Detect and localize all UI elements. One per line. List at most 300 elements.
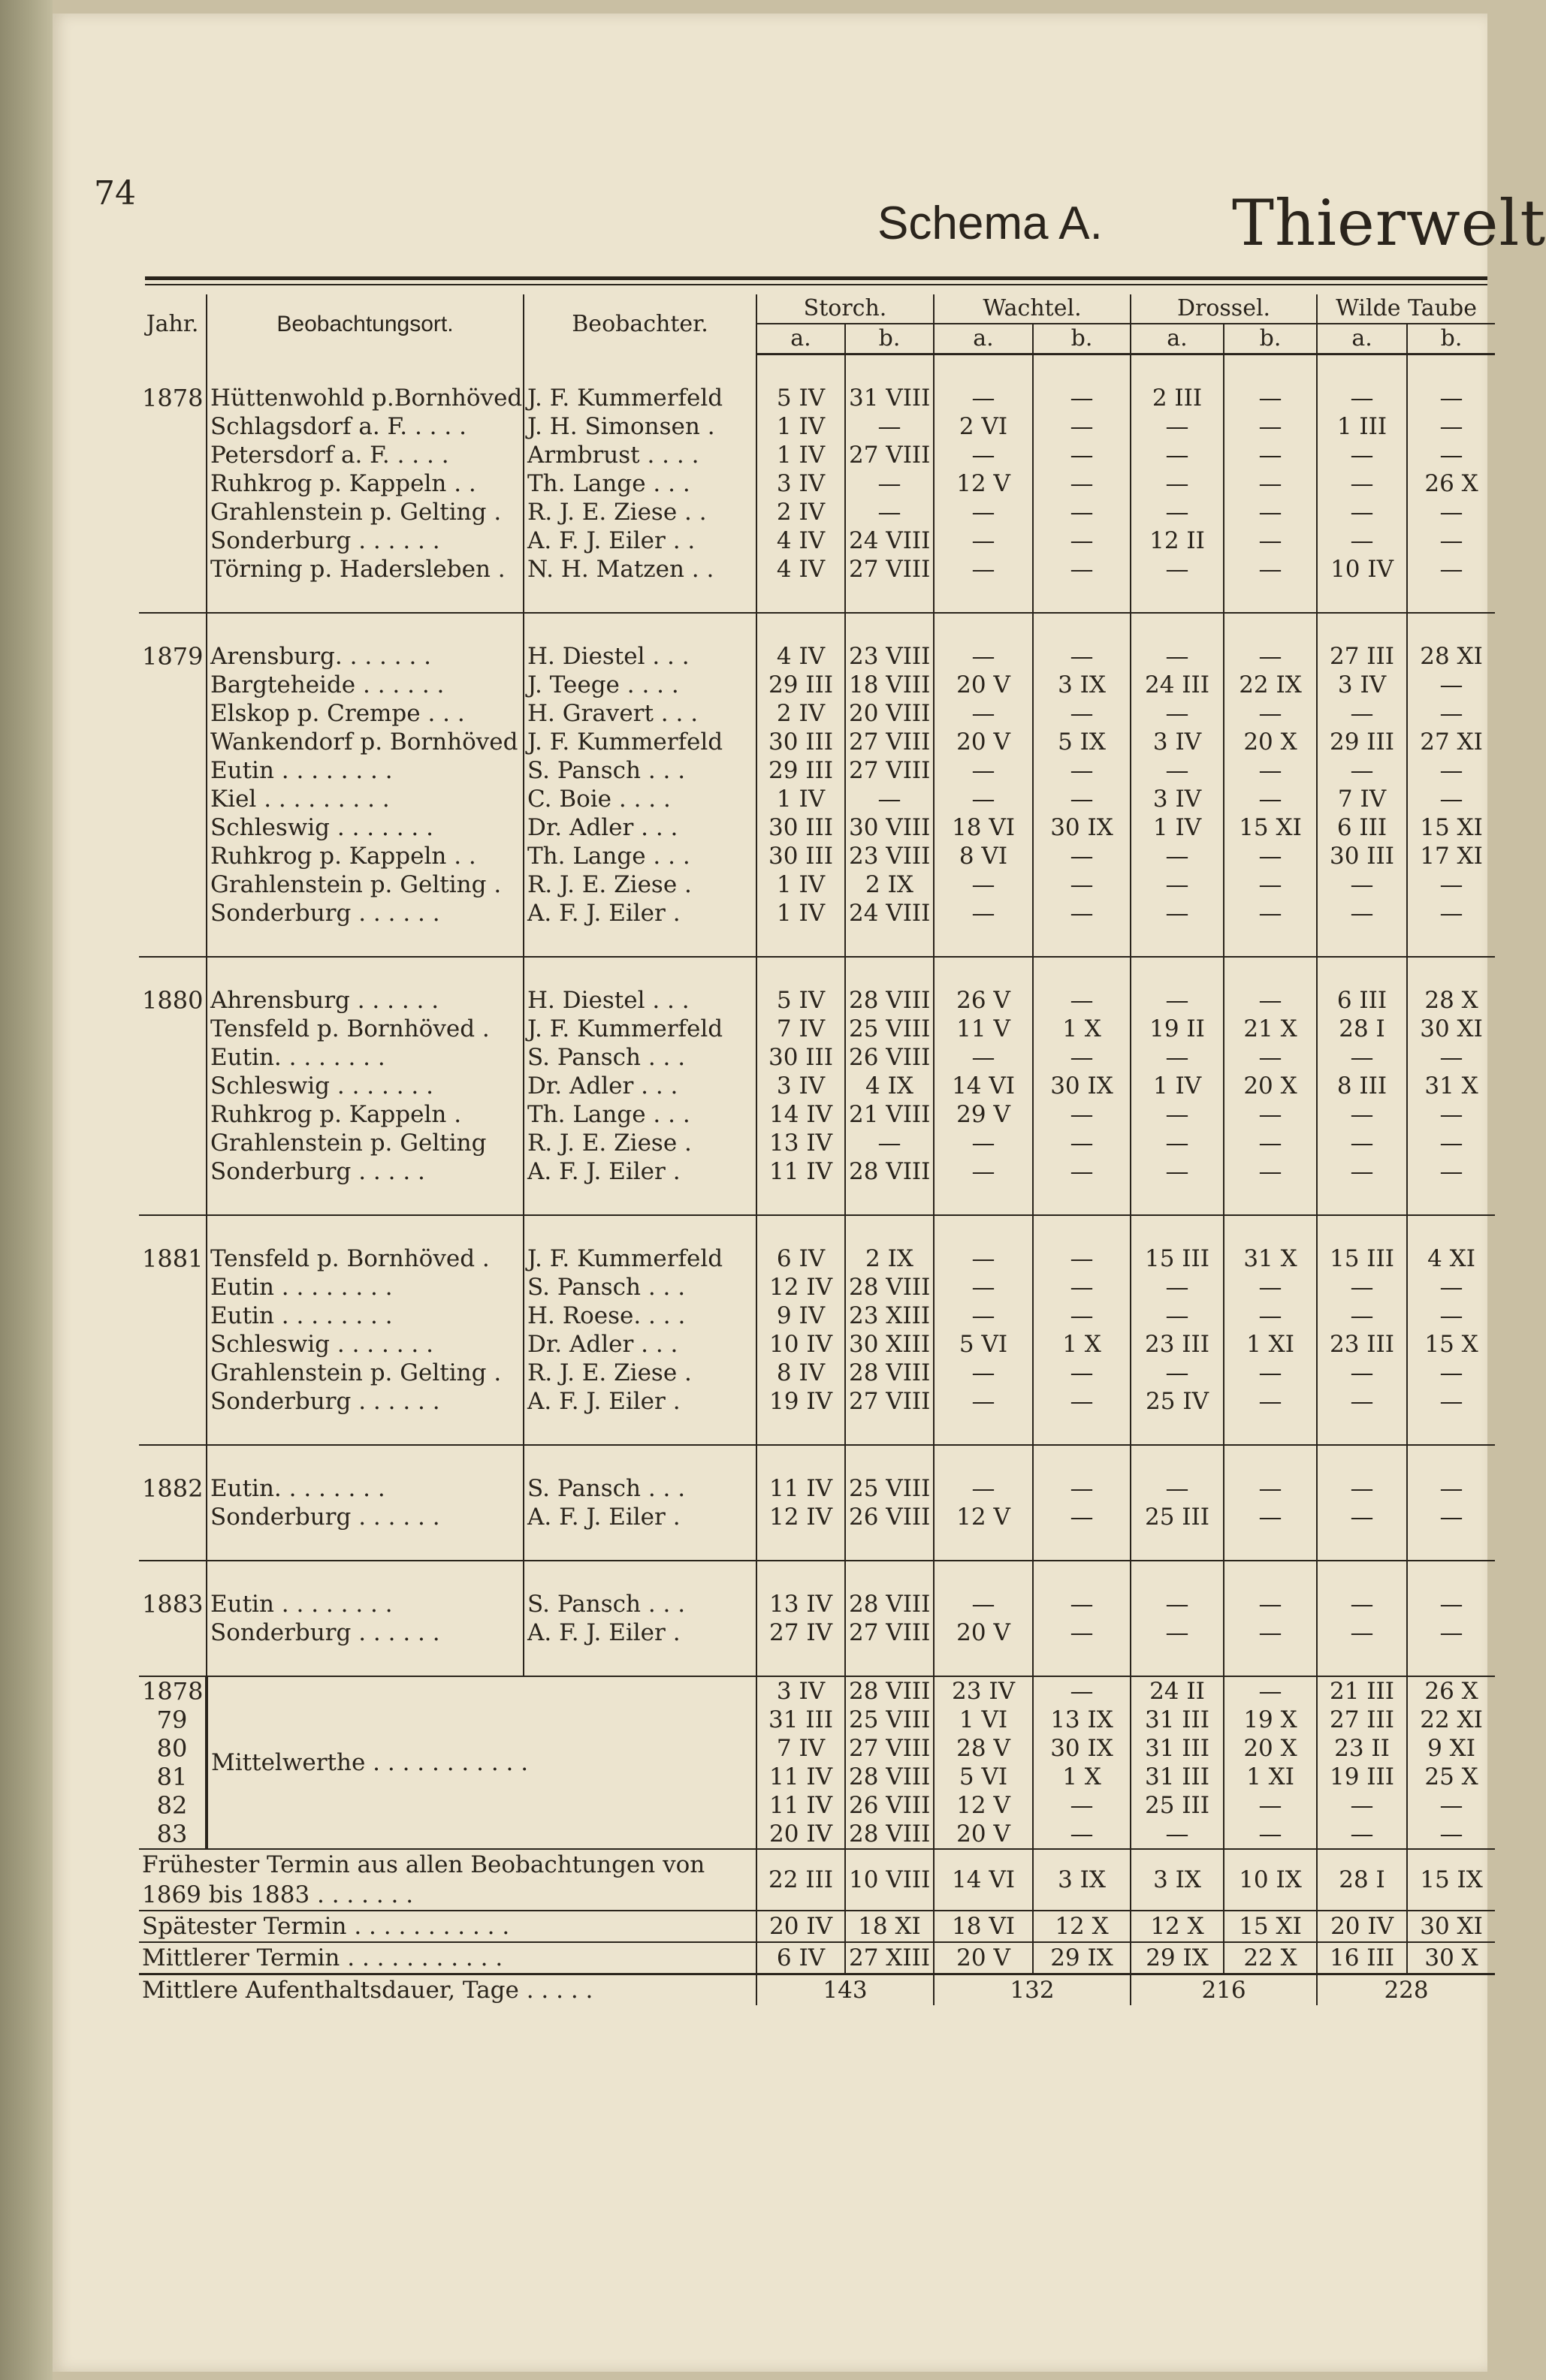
separator-cell — [1317, 1416, 1407, 1445]
table-row — [139, 1157, 1495, 1186]
value-cell: — — [1033, 1129, 1131, 1157]
value-cell: 25 IV — [1131, 1387, 1224, 1416]
mittel-value-cell: 25 VIII — [845, 1706, 934, 1734]
value-cell: — — [1407, 1273, 1495, 1302]
year-cell — [139, 412, 207, 441]
summary-value-cell: 18 VI — [934, 1911, 1033, 1942]
value-cell: — — [1033, 1043, 1131, 1072]
observer-cell: R. J. E. Ziese . — [524, 870, 756, 899]
year-cell — [139, 699, 207, 728]
value-cell: — — [1317, 699, 1407, 728]
mittel-value-cell: — — [1317, 1820, 1407, 1849]
value-cell: — — [1033, 1359, 1131, 1387]
separator-cell — [1407, 584, 1495, 613]
aufenthalt-wilde-taube: 228 — [1317, 1974, 1495, 2006]
value-cell: — — [1033, 870, 1131, 899]
table-row — [139, 1072, 1495, 1100]
mittel-value-cell: 28 VIII — [845, 1820, 934, 1849]
sub-a: a. — [934, 324, 1033, 354]
mittel-value-cell: 7 IV — [756, 1734, 845, 1763]
value-cell: 8 VI — [934, 842, 1033, 870]
spacer-cell — [845, 1561, 934, 1590]
value-cell: 15 X — [1407, 1330, 1495, 1359]
separator-cell — [1407, 928, 1495, 957]
observer-cell: A. F. J. Eiler . — [524, 1618, 756, 1647]
value-cell: 18 VIII — [845, 671, 934, 699]
group-spacer — [139, 957, 1495, 986]
value-cell: 12 II — [1131, 526, 1224, 555]
observer-cell: Th. Lange . . . — [524, 469, 756, 498]
value-cell: — — [1224, 1129, 1317, 1157]
separator-cell — [139, 1186, 207, 1215]
separator-cell — [756, 1416, 845, 1445]
table-row — [139, 642, 1495, 671]
value-cell: 24 III — [1131, 671, 1224, 699]
observer-cell: H. Diestel . . . — [524, 986, 756, 1015]
mittel-value-cell: 24 II — [1131, 1676, 1224, 1706]
summary-label: Frühester Termin aus allen Beobachtungen von 1869 bis 1883 . . . . . . . — [139, 1849, 756, 1911]
spacer-cell — [934, 1215, 1033, 1244]
separator-cell — [845, 928, 934, 957]
value-cell: — — [1317, 1157, 1407, 1186]
mittel-value-cell: — — [1407, 1791, 1495, 1820]
group-separator — [139, 1647, 1495, 1676]
spacer-cell — [1317, 613, 1407, 642]
separator-cell — [934, 584, 1033, 613]
location-cell: Eutin . . . . . . . . — [207, 1273, 524, 1302]
mittel-value-cell: 19 III — [1317, 1763, 1407, 1791]
table-row — [139, 870, 1495, 899]
spacer-cell — [756, 354, 845, 385]
table-row — [139, 671, 1495, 699]
value-cell: — — [1033, 1590, 1131, 1618]
spacer-cell — [1033, 354, 1131, 385]
observer-cell: J. F. Kummerfeld — [524, 384, 756, 412]
spacer-cell — [1407, 1215, 1495, 1244]
mittel-value-cell: 11 IV — [756, 1763, 845, 1791]
summary-value-cell: 3 IX — [1033, 1849, 1131, 1911]
group-spacer — [139, 1561, 1495, 1590]
value-cell: 26 VIII — [845, 1043, 934, 1072]
mittel-value-cell: 19 X — [1224, 1706, 1317, 1734]
sub-b: b. — [1224, 324, 1317, 354]
table-row — [139, 384, 1495, 412]
value-cell: — — [1407, 870, 1495, 899]
value-cell: — — [1224, 870, 1317, 899]
separator-cell — [845, 1647, 934, 1676]
separator-cell — [1224, 1416, 1317, 1445]
separator-cell — [845, 1531, 934, 1561]
spacer-cell — [139, 957, 207, 986]
sub-a: a. — [756, 324, 845, 354]
observer-cell: A. F. J. Eiler . — [524, 1157, 756, 1186]
value-cell: — — [1033, 1302, 1131, 1330]
separator-cell — [1317, 1647, 1407, 1676]
observer-cell: R. J. E. Ziese . — [524, 1359, 756, 1387]
value-cell: — — [1407, 1590, 1495, 1618]
spacer-cell — [1407, 1561, 1495, 1590]
value-cell: 28 I — [1317, 1015, 1407, 1043]
mittel-value-cell: 28 VIII — [845, 1676, 934, 1706]
separator-cell — [524, 928, 756, 957]
observer-cell: Armbrust . . . . — [524, 441, 756, 469]
value-cell: 10 IV — [756, 1330, 845, 1359]
separator-cell — [845, 1186, 934, 1215]
mittel-year-cell: 79 — [156, 1706, 188, 1734]
spacer-cell — [524, 1445, 756, 1474]
spacer-cell — [207, 354, 524, 385]
separator-cell — [1033, 1416, 1131, 1445]
value-cell: 17 XI — [1407, 842, 1495, 870]
value-cell: 28 X — [1407, 986, 1495, 1015]
value-cell: — — [1317, 1503, 1407, 1531]
value-cell: — — [1224, 756, 1317, 785]
value-cell: 12 V — [934, 1503, 1033, 1531]
value-cell: 25 VIII — [845, 1474, 934, 1503]
value-cell: — — [1317, 384, 1407, 412]
spacer-cell — [1224, 957, 1317, 986]
value-cell: 30 III — [756, 813, 845, 842]
spacer-cell — [1407, 613, 1495, 642]
value-cell: — — [934, 1244, 1033, 1273]
separator-cell — [1131, 1531, 1224, 1561]
mittel-value-cell: 31 III — [1131, 1706, 1224, 1734]
location-cell: Petersdorf a. F. . . . . — [207, 441, 524, 469]
group-spacer — [139, 613, 1495, 642]
header-row — [139, 294, 1495, 324]
value-cell: 1 X — [1033, 1330, 1131, 1359]
summary-value-cell: 3 IX — [1131, 1849, 1224, 1911]
value-cell: — — [1224, 785, 1317, 813]
value-cell: — — [1033, 526, 1131, 555]
mittel-value-cell: — — [1224, 1676, 1317, 1706]
sub-b: b. — [1407, 324, 1495, 354]
separator-cell — [1033, 584, 1131, 613]
value-cell: 30 VIII — [845, 813, 934, 842]
book-spine — [0, 0, 53, 2380]
year-cell — [139, 1273, 207, 1302]
mittel-value-cell: 26 VIII — [845, 1791, 934, 1820]
separator-cell — [1033, 1531, 1131, 1561]
value-cell: — — [1224, 1474, 1317, 1503]
value-cell: — — [1317, 1273, 1407, 1302]
spacer-cell — [1317, 354, 1407, 385]
summary-row — [139, 1942, 1495, 1974]
value-cell: 30 III — [1317, 842, 1407, 870]
value-cell: — — [1131, 1302, 1224, 1330]
value-cell: — — [1224, 699, 1317, 728]
year-cell — [139, 555, 207, 584]
spacer-cell — [1131, 354, 1224, 385]
value-cell: 20 X — [1224, 728, 1317, 756]
location-cell: Eutin . . . . . . . . — [207, 1590, 524, 1618]
table-row — [139, 1474, 1495, 1503]
value-cell: — — [1131, 498, 1224, 526]
summary-value-cell: 16 III — [1317, 1942, 1407, 1974]
value-cell: 2 IV — [756, 498, 845, 526]
value-cell: — — [1131, 1590, 1224, 1618]
spacer-cell — [1033, 613, 1131, 642]
summary-value-cell: 10 IX — [1224, 1849, 1317, 1911]
separator-cell — [1407, 1531, 1495, 1561]
table-row — [139, 498, 1495, 526]
value-cell: — — [1407, 699, 1495, 728]
value-cell: 2 III — [1131, 384, 1224, 412]
value-cell: — — [1407, 498, 1495, 526]
col-ort: Beobachtungsort. — [207, 294, 524, 354]
location-cell: Eutin. . . . . . . . — [207, 1474, 524, 1503]
spacer-cell — [1317, 1215, 1407, 1244]
value-cell: — — [1224, 1100, 1317, 1129]
summary-value-cell: 14 VI — [934, 1849, 1033, 1911]
spacer-cell — [1033, 1445, 1131, 1474]
separator-cell — [1224, 1531, 1317, 1561]
spacer-cell — [207, 1215, 524, 1244]
summary-value-cell: 30 X — [1407, 1942, 1495, 1974]
value-cell: 23 III — [1131, 1330, 1224, 1359]
value-cell: — — [1224, 441, 1317, 469]
mittel-value-cell: 20 X — [1224, 1734, 1317, 1763]
year-cell: 1882 — [142, 1474, 204, 1503]
summary-value-cell: 18 XI — [845, 1911, 934, 1942]
value-cell: 23 XIII — [845, 1302, 934, 1330]
mittel-value-cell: 30 IX — [1033, 1734, 1131, 1763]
table-row — [139, 1359, 1495, 1387]
mittel-value-cell: 23 II — [1317, 1734, 1407, 1763]
separator-cell — [1407, 1416, 1495, 1445]
value-cell: 5 VI — [934, 1330, 1033, 1359]
value-cell: — — [934, 555, 1033, 584]
value-cell: 28 VIII — [845, 1273, 934, 1302]
observer-cell: A. F. J. Eiler . — [524, 1387, 756, 1416]
value-cell: 22 IX — [1224, 671, 1317, 699]
separator-cell — [1131, 1647, 1224, 1676]
value-cell: — — [1224, 986, 1317, 1015]
observer-cell: N. H. Matzen . . — [524, 555, 756, 584]
value-cell: 5 IV — [756, 986, 845, 1015]
value-cell: — — [1033, 842, 1131, 870]
summary-value-cell: 15 IX — [1407, 1849, 1495, 1911]
value-cell: 27 IV — [756, 1618, 845, 1647]
value-cell: 10 IV — [1317, 555, 1407, 584]
year-cell — [139, 526, 207, 555]
value-cell: 7 IV — [756, 1015, 845, 1043]
value-cell: — — [1224, 469, 1317, 498]
value-cell: — — [1317, 1100, 1407, 1129]
value-cell: — — [1131, 642, 1224, 671]
location-cell: Hüttenwohld p.Bornhöved — [207, 384, 524, 412]
location-cell: Ruhkrog p. Kappeln . — [207, 1100, 524, 1129]
aufenthalt-wachtel: 132 — [934, 1974, 1131, 2006]
value-cell: 26 VIII — [845, 1503, 934, 1531]
spacer-cell — [524, 1561, 756, 1590]
sub-b: b. — [1033, 324, 1131, 354]
value-cell: 12 IV — [756, 1273, 845, 1302]
observer-cell: C. Boie . . . . — [524, 785, 756, 813]
mittel-value-cell: 25 III — [1131, 1791, 1224, 1820]
group-spacer — [139, 1445, 1495, 1474]
location-cell: Kiel . . . . . . . . . — [207, 785, 524, 813]
value-cell: 13 IV — [756, 1129, 845, 1157]
value-cell: — — [1224, 1043, 1317, 1072]
spacer-cell — [1224, 1445, 1317, 1474]
location-cell: Ahrensburg . . . . . . — [207, 986, 524, 1015]
summary-row — [139, 1911, 1495, 1942]
value-cell: — — [1224, 498, 1317, 526]
value-cell: — — [1317, 441, 1407, 469]
separator-cell — [1033, 1186, 1131, 1215]
spacer-cell — [934, 1445, 1033, 1474]
value-cell: 28 VIII — [845, 1157, 934, 1186]
table-row — [139, 1302, 1495, 1330]
observer-cell: S. Pansch . . . — [524, 756, 756, 785]
observer-cell: R. J. E. Ziese . . — [524, 498, 756, 526]
value-cell: 27 XI — [1407, 728, 1495, 756]
separator-cell — [1317, 928, 1407, 957]
spacer-cell — [1317, 957, 1407, 986]
observer-cell: S. Pansch . . . — [524, 1590, 756, 1618]
value-cell: — — [1224, 1302, 1317, 1330]
spacer-cell — [934, 613, 1033, 642]
location-cell: Grahlenstein p. Gelting . — [207, 1359, 524, 1387]
value-cell: 24 VIII — [845, 526, 934, 555]
value-cell: — — [1317, 469, 1407, 498]
value-cell: — — [1033, 384, 1131, 412]
col-jahr: Jahr. — [146, 310, 199, 337]
separator-cell — [756, 928, 845, 957]
observer-cell: A. F. J. Eiler . — [524, 1503, 756, 1531]
value-cell: 2 IV — [756, 699, 845, 728]
table-row — [139, 813, 1495, 842]
year-cell — [139, 1359, 207, 1387]
separator-cell — [524, 1531, 756, 1561]
summary-row — [139, 1849, 1495, 1911]
value-cell: 19 IV — [756, 1387, 845, 1416]
spacer-cell — [1407, 1445, 1495, 1474]
mittel-value-cell: 27 III — [1317, 1706, 1407, 1734]
year-cell — [139, 1618, 207, 1647]
value-cell: — — [1407, 1157, 1495, 1186]
spacer-cell — [934, 1561, 1033, 1590]
mittel-year-cell: 83 — [156, 1820, 188, 1848]
sub-b: b. — [845, 324, 934, 354]
mittel-value-cell: 23 IV — [934, 1676, 1033, 1706]
mittel-value-cell: 25 X — [1407, 1763, 1495, 1791]
value-cell: 1 IV — [1131, 813, 1224, 842]
value-cell: 25 VIII — [845, 1015, 934, 1043]
location-cell: Sonderburg . . . . . — [207, 1157, 524, 1186]
value-cell: 15 XI — [1224, 813, 1317, 842]
value-cell: 26 V — [934, 986, 1033, 1015]
value-cell: — — [1131, 555, 1224, 584]
separator-cell — [1131, 584, 1224, 613]
value-cell: 18 VI — [934, 813, 1033, 842]
value-cell: 3 IX — [1033, 671, 1131, 699]
page-number: 74 — [94, 174, 136, 213]
value-cell: — — [1317, 498, 1407, 526]
value-cell: — — [1407, 1129, 1495, 1157]
value-cell: 30 IX — [1033, 813, 1131, 842]
value-cell: 11 IV — [756, 1474, 845, 1503]
value-cell: — — [1033, 469, 1131, 498]
value-cell: 30 III — [756, 842, 845, 870]
spacer-cell — [845, 1215, 934, 1244]
year-cell — [139, 498, 207, 526]
value-cell: 3 IV — [1131, 728, 1224, 756]
value-cell: 3 IV — [756, 1072, 845, 1100]
summary-value-cell: 20 IV — [756, 1911, 845, 1942]
value-cell: 29 V — [934, 1100, 1033, 1129]
value-cell: — — [934, 526, 1033, 555]
section-title: Thierwelt — [1232, 186, 1546, 260]
separator-cell — [1224, 1186, 1317, 1215]
observer-cell: J. H. Simonsen . — [524, 412, 756, 441]
mittel-value-cell: 20 V — [934, 1820, 1033, 1849]
value-cell: — — [1224, 899, 1317, 928]
spacer-cell — [1131, 1215, 1224, 1244]
spacer-cell — [207, 1445, 524, 1474]
table-row — [139, 1100, 1495, 1129]
separator-cell — [1224, 928, 1317, 957]
value-cell: — — [1224, 526, 1317, 555]
spacer-cell — [207, 957, 524, 986]
schema-title: Schema A. — [877, 198, 1103, 249]
value-cell: 27 VIII — [845, 728, 934, 756]
location-cell: Sonderburg . . . . . . — [207, 1618, 524, 1647]
value-cell: — — [1407, 526, 1495, 555]
value-cell: — — [1224, 1590, 1317, 1618]
year-cell: 1878 — [142, 384, 204, 412]
spacer-cell — [845, 957, 934, 986]
spacer-cell — [139, 354, 207, 385]
separator-cell — [756, 1186, 845, 1215]
value-cell: — — [1407, 1618, 1495, 1647]
group-spacer — [139, 354, 1495, 385]
spacer-cell — [207, 1561, 524, 1590]
value-cell: — — [1317, 1043, 1407, 1072]
value-cell: 3 IV — [1131, 785, 1224, 813]
value-cell: — — [1317, 870, 1407, 899]
value-cell: — — [1033, 899, 1131, 928]
spacer-cell — [1033, 957, 1131, 986]
value-cell: — — [1033, 498, 1131, 526]
summary-value-cell: 22 III — [756, 1849, 845, 1911]
value-cell: — — [1131, 1474, 1224, 1503]
value-cell: 30 IX — [1033, 1072, 1131, 1100]
mittel-value-cell: — — [1131, 1820, 1224, 1849]
value-cell: 12 IV — [756, 1503, 845, 1531]
year-cell — [139, 1330, 207, 1359]
summary-value-cell: 12 X — [1033, 1911, 1131, 1942]
table-row — [139, 1129, 1495, 1157]
value-cell: — — [934, 1157, 1033, 1186]
separator-cell — [845, 1416, 934, 1445]
value-cell: — — [1131, 1273, 1224, 1302]
value-cell: 20 X — [1224, 1072, 1317, 1100]
separator-cell — [1224, 1647, 1317, 1676]
value-cell: 1 III — [1317, 412, 1407, 441]
separator-cell — [139, 1647, 207, 1676]
value-cell: — — [934, 1474, 1033, 1503]
value-cell: — — [1033, 642, 1131, 671]
year-cell — [139, 441, 207, 469]
year-cell: 1881 — [142, 1244, 204, 1273]
value-cell: — — [1317, 1359, 1407, 1387]
value-cell: — — [1033, 1503, 1131, 1531]
value-cell: — — [845, 1129, 934, 1157]
table-row — [139, 756, 1495, 785]
separator-cell — [756, 584, 845, 613]
